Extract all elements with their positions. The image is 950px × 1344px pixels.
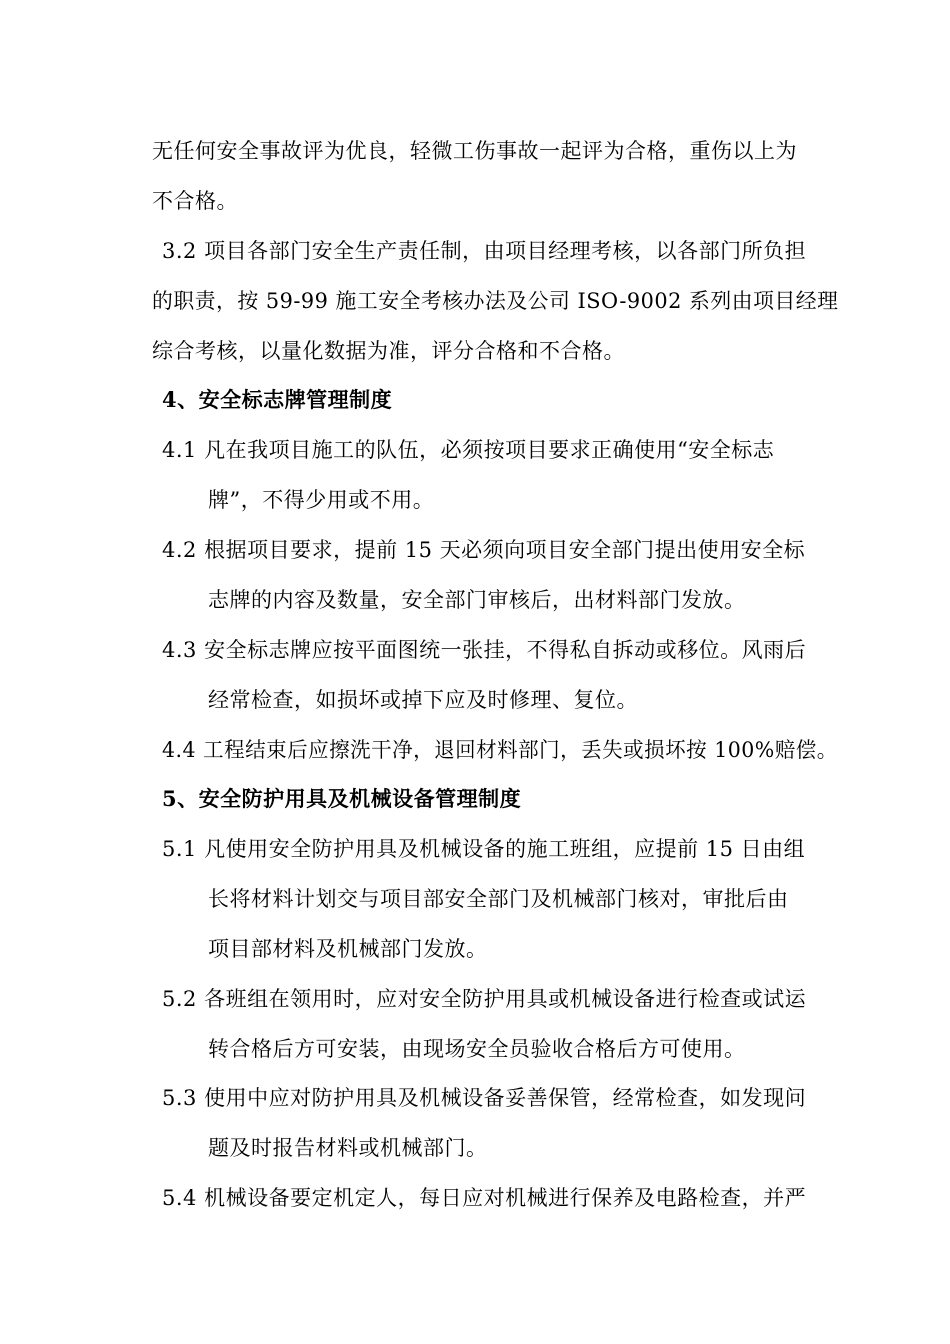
paragraph-line: 4.2 根据项目要求，提前 15 天必须向项目安全部门提出使用安全标 (162, 538, 806, 562)
paragraph-line: 无任何安全事故评为优良，轻微工伤事故一起评为合格，重伤以上为 (152, 139, 797, 163)
section-heading: 5、安全防护用具及机械设备管理制度 (162, 786, 522, 811)
paragraph-line: 4.4 工程结束后应擦洗干净，退回材料部门，丢失或损坏按 100%赔偿。 (162, 738, 838, 762)
paragraph-line: 长将材料计划交与项目部安全部门及机械部门核对，审批后由 (208, 887, 789, 911)
paragraph-line: 的职责，按 59-99 施工安全考核办法及公司 ISO-9002 系列由项目经理 (152, 289, 839, 313)
paragraph-line: 5.2 各班组在领用时，应对安全防护用具或机械设备进行检查或试运 (162, 987, 807, 1011)
paragraph-line: 5.4 机械设备要定机定人，每日应对机械进行保养及电路检查，并严 (162, 1186, 807, 1210)
paragraph-line: 4.1 凡在我项目施工的队伍，必须按项目要求正确使用“安全标志 (162, 438, 775, 462)
paragraph-line: 题及时报告材料或机械部门。 (208, 1136, 488, 1160)
paragraph-line: 志牌的内容及数量，安全部门审核后，出材料部门发放。 (208, 588, 746, 612)
paragraph-line: 3.2 项目各部门安全生产责任制，由项目经理考核，以各部门所负担 (162, 239, 807, 263)
paragraph-line: 5.3 使用中应对防护用具及机械设备妥善保管，经常检查，如发现问 (162, 1086, 807, 1110)
paragraph-line: 项目部材料及机械部门发放。 (208, 937, 488, 961)
paragraph-line: 牌”，不得少用或不用。 (208, 488, 435, 512)
paragraph-line: 不合格。 (152, 189, 238, 213)
section-heading: 4、安全标志牌管理制度 (162, 387, 393, 412)
paragraph-line: 综合考核，以量化数据为准，评分合格和不合格。 (152, 339, 625, 363)
paragraph-line: 经常检查，如损坏或掉下应及时修理、复位。 (208, 688, 638, 712)
paragraph-line: 4.3 安全标志牌应按平面图统一张挂，不得私自拆动或移位。风雨后 (162, 638, 807, 662)
paragraph-line: 5.1 凡使用安全防护用具及机械设备的施工班组，应提前 15 日由组 (162, 837, 806, 861)
paragraph-line: 转合格后方可安装，由现场安全员验收合格后方可使用。 (208, 1037, 746, 1061)
